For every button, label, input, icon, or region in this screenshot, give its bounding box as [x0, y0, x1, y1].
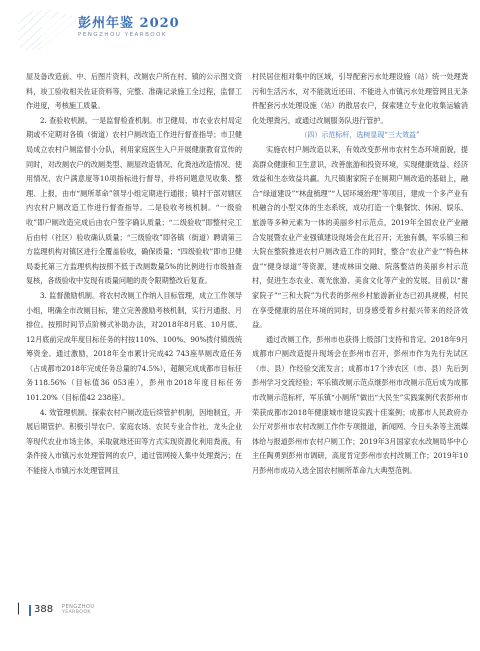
- header-deco-icon: [18, 8, 78, 52]
- page-marker-icon: ▏: [18, 604, 26, 615]
- paragraph: 4. 效管理机制。探索农村户厕改造后续管护机制，因地制宜，开展后期管护。积极引导农户、家庭农场、农民专业合作社、龙头企业等现代农业市场主体，采取就地还田等方式实现资源化利用粪液。有条件接入市镇污水处理管网的农户，通过管网接入集中处理粪污；在不能接入市镇污水处理管网且: [26, 407, 242, 476]
- footer-text: YEARBOOK: [62, 610, 91, 615]
- paragraph: 2. 查验收机制。一是监督检查机制。市卫健局、市农业农村局定期或不定期对各镇（街道）农村户厕改造工作进行督查指导；市卫健局成立农村户厕监督小分队，利用家庭医生入户开展健康教育宣传的同时，对改厕农户的改厕类型、厕屋改造情况、化粪池改造情况、使用情况、农户满意度等10项指标进行督导，并将问题意见收集、整理、上报，由市“厕所革命”领导小组定期进行通报；镇村干部对辖区内农村户厕改造工作进行督查指导。二是验收考核机制。“一级验收”即户厕改造完成后由农户签字确认质量；“二级验收”即整村完工后由村（社区）验收确认质量；“三级验收”即各镇（街道）聘请第三方监理机构对镇区进行全覆盖验收，确保质量；“四级验收”即市卫健局委托第三方监理机构按照不低于改厕数量5%的比例进行市级抽查复核，各级验收中发现有质量问题的责令限期整改后复查。: [26, 115, 242, 286]
- footer-divider: [29, 605, 31, 616]
- left-column: [26, 70, 242, 479]
- page-header-subtitle: PENGZHOU YEARBOOK: [78, 32, 168, 38]
- paragraph: 屋及备改造前、中、后图片资料，改厕农户所在村、镇的公示图文资料，竣工验收相关佐证资料等，完整、准确记录施工全过程，监督工作进度，考核施工质量。: [26, 72, 242, 111]
- paragraph: 实施农村户厕改造以来，有效改变彭州市农村生态环境面貌，提高群众健康和卫生意识，改善旅游和投资环境，实现健康效益、经济效益和生态效益共赢。九尺镇谢家院子在厕期户厕改造的基础上，融合“绿道建设”“林盘梳理”“人居环境治理”等项目，建成一个多产业有机融合的小型文体的生态系统，成功打造一个集餐饮、休闲、娱乐、旅游等多种元素为一体的美丽乡村示范点，2019年全国农业产业融合发展暨农业产业强镇建设现场会在此召开；无独有偶，军乐镇三和大院在整院推进农村户厕改造工作的同时，整合“农业产业”“特色林盘”“健身绿道”等资源，建成林田交融、院落整洁的美丽乡村示范村，促进生态农业、观光旅游、美食文化等产业的发展。目前以“谢家院子”“三和大院”为代表的彭州乡村旅游新业态已初具规模，村民在享受健康的居住环境的同时，切身感受着乡村振兴带来的经济效益。: [252, 144, 468, 330]
- paragraph: 3. 监督激励机制。将农村改厕工作纳入目标管理，成立工作领导小组，明确全市改厕目标，建立完善激励考核机制，实行月通报、月排位。按照时间节点阶梯式补助办法，对2018年8月底、10月底、12月底前完成年度目标任务的村按110%、100%、90%拨付镇级统筹资金。通过激励，2018年全市累计完成42 743座旱厕改造任务（占成都市2018年完成任务总量的74.5%），超额完成成都市目标任务118.56%（目标值36 053座），彭州市2018年度目标任务101.20%（目标值42 238座）。: [26, 290, 242, 403]
- paragraph: 通过改厕工作，彭州市也获得上级部门支持和肯定。2018年9月成都市户厕改造提升现场会在彭州市召开，彭州市作为先行先试区（市、县）作经验交流发言；成都市17个涉农区（市、县）先后到彭州学习交流经验；军乐镇改厕示范点继彭州市改厕示范后成为成都市改厕示范标杆，军乐镇“小厕所”做出“大民生”实践案例代表彭州市荣获成都市2018年健康城市建设实践十佳案例；成都市人民政府办公厅对彭州市农村改厕工作作专项报道，新闻网、今日头条等主流媒体给与报道彭州市农村户厕工作；2019年3月国家农水改厕局华中心主任陶勇到彭州市调研，高度肯定彭州市农村改厕工作；2019年10月彭州市成功入选全国农村厕所革命九大典型范例。: [252, 334, 468, 476]
- section-heading: （四）示范标杆，选树显现“三大效益”: [300, 131, 420, 140]
- paragraph: 村民居住相对集中的区域，引导配套污水处理设施（站）统一处理粪污和生活污水，对不能就近还田、不能进入市镇污水处理管网且无条件配套污水处理设施（站）的散居农户，探索建立专业化收集运输消化处理粪污，或通过改厕服务队进行管护。: [252, 72, 468, 125]
- right-column: [252, 70, 468, 479]
- footer-text: PENGZHOU: [62, 604, 95, 610]
- page-number: 388: [34, 604, 54, 615]
- page-header-title: 彭州年鉴 2020: [78, 16, 180, 31]
